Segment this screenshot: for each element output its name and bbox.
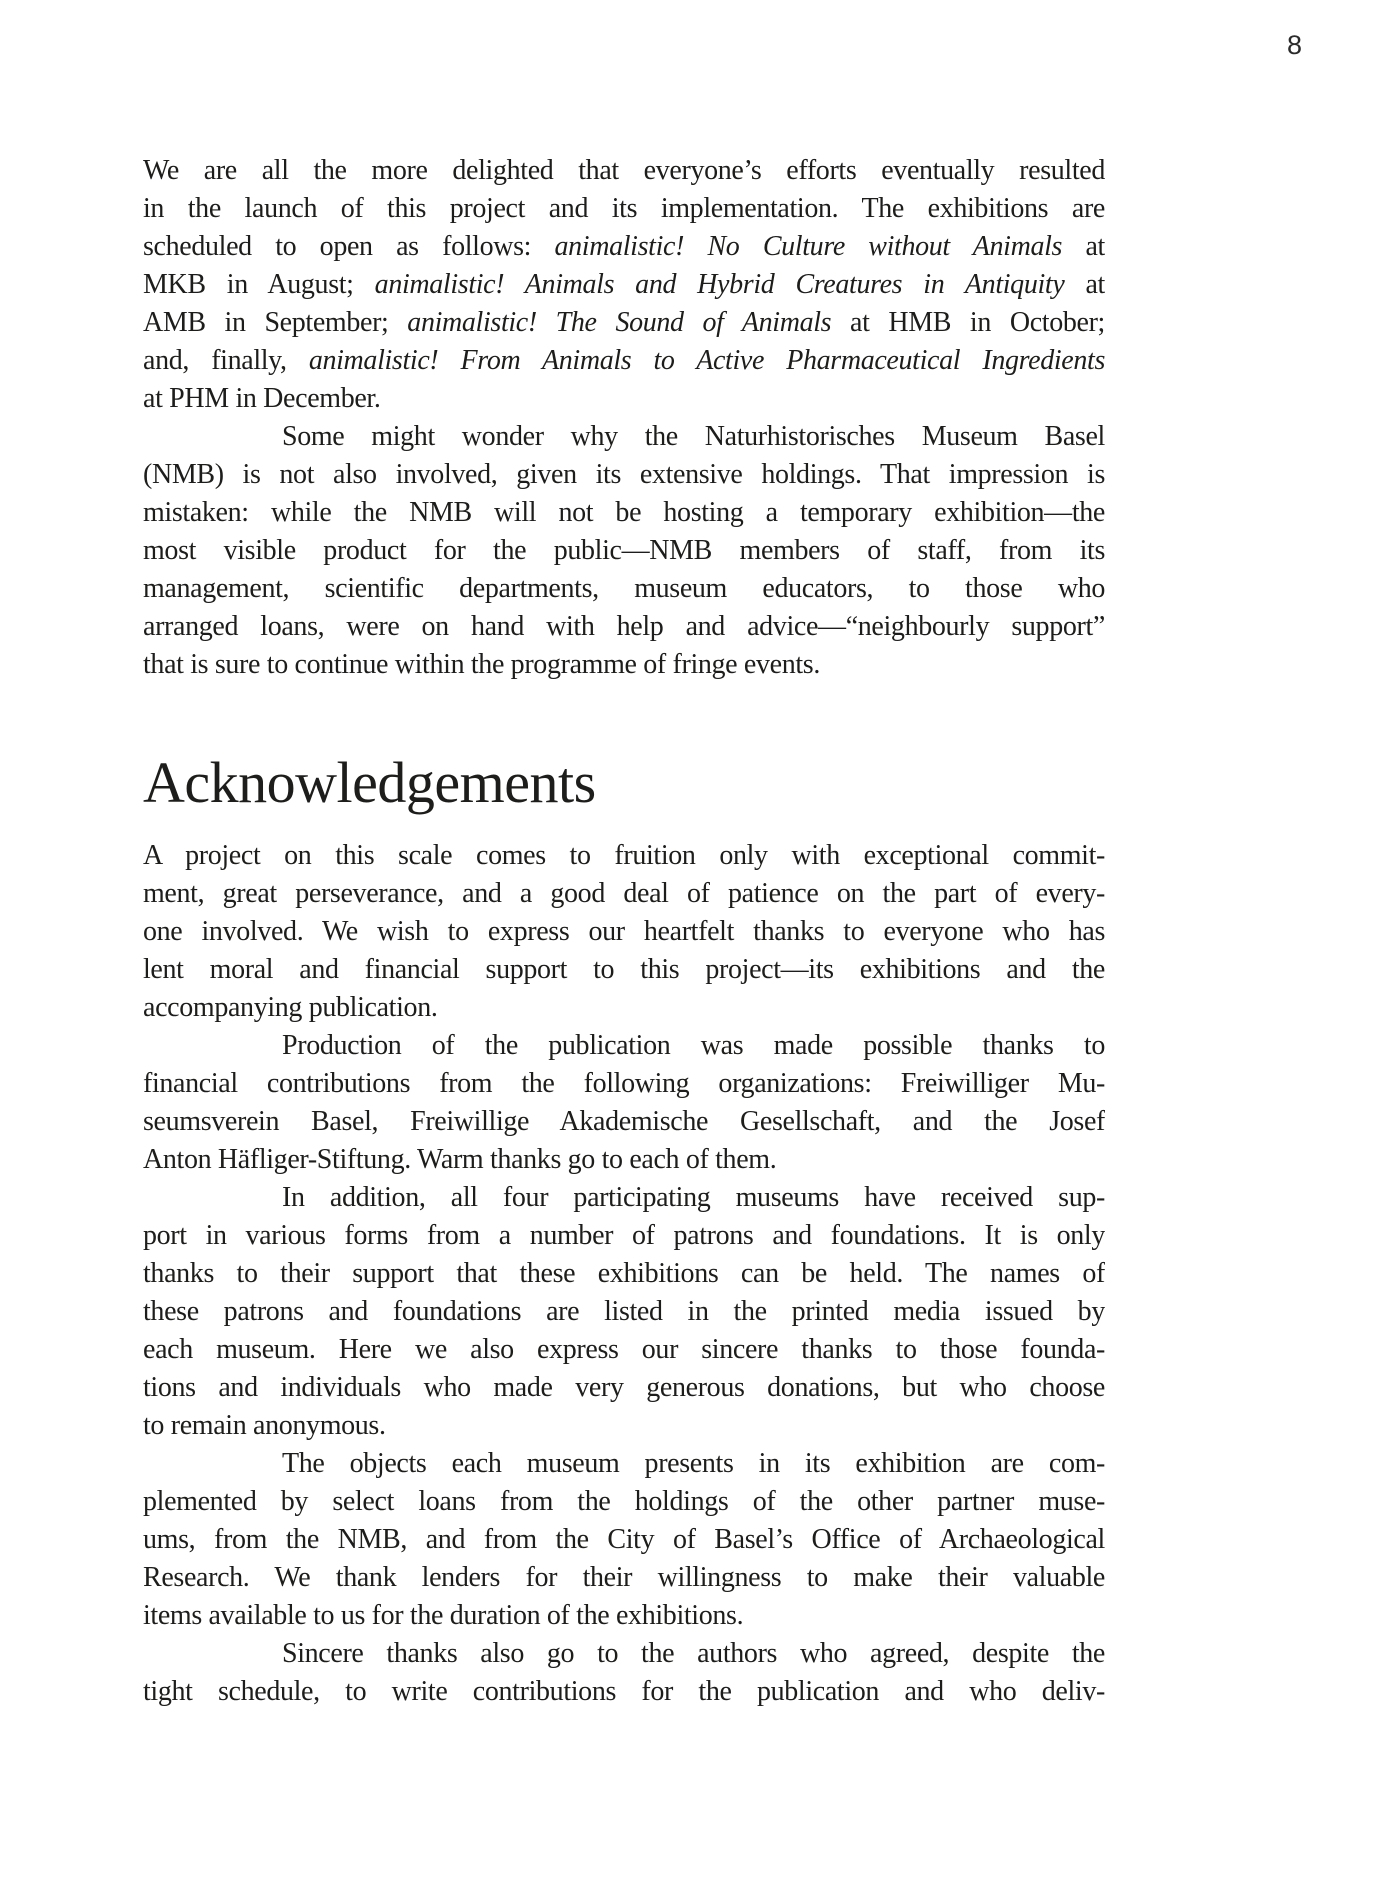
text-line	[143, 951, 1105, 989]
text-segment: most visible product for the public—NMB members of staff, from its	[143, 535, 1105, 566]
text-segment: management, scientific departments, museum educators, to those who	[143, 573, 1105, 604]
text-line	[143, 570, 1105, 608]
text-line	[143, 190, 1105, 228]
text-line	[143, 266, 1105, 304]
text-segment: seumsverein Basel, Freiwillige Akademische Gesellschaft, and the Josef	[143, 1106, 1105, 1137]
text-segment: at	[1062, 231, 1105, 262]
text-segment: In addition, all four participating museums have received sup-	[282, 1182, 1105, 1213]
text-segment: plemented by select loans from the holdings of the other partner muse-	[143, 1486, 1105, 1517]
text-segment: Anton Häfliger-Stiftung. Warm thanks go to each of them.	[143, 1144, 777, 1175]
text-segment: Sincere thanks also go to the authors who agreed, despite the	[282, 1638, 1105, 1669]
body-paragraphs	[143, 152, 1105, 1711]
text-line	[143, 1521, 1105, 1559]
text-line	[143, 1179, 1105, 1217]
text-segment: at	[1064, 269, 1105, 300]
text-line	[143, 456, 1105, 494]
text-segment: lent moral and financial support to this project—its exhibitions and the	[143, 954, 1105, 985]
text-line	[143, 608, 1105, 646]
text-line	[143, 1369, 1105, 1407]
text-line	[143, 1407, 1105, 1445]
text-line	[143, 837, 1105, 875]
text-segment: We are all the more delighted that everyone’s efforts eventually resulted	[143, 155, 1105, 186]
text-segment: Some might wonder why the Naturhistorisches Museum Basel	[282, 421, 1105, 452]
text-segment: tight schedule, to write contributions for the publication and who deliv-	[143, 1676, 1105, 1707]
text-segment: thanks to their support that these exhibitions can be held. The names of	[143, 1258, 1105, 1289]
italic-text-segment: animalistic! From Animals to Active Pharmaceutical Ingredients	[308, 345, 1105, 376]
text-line	[143, 1065, 1105, 1103]
text-segment: financial contributions from the following organizations: Freiwilliger Mu-	[143, 1068, 1105, 1099]
italic-text-segment: animalistic! The Sound of Animals	[407, 307, 832, 338]
text-line	[143, 494, 1105, 532]
text-line	[143, 1483, 1105, 1521]
text-segment: at PHM in December.	[143, 383, 381, 414]
text-line	[143, 1103, 1105, 1141]
text-segment: Production of the publication was made possible thanks to	[282, 1030, 1105, 1061]
text-line	[143, 1217, 1105, 1255]
text-segment: in the launch of this project and its implementation. The exhibitions are	[143, 193, 1105, 224]
text-line	[143, 1255, 1105, 1293]
text-segment: accompanying publication.	[143, 992, 438, 1023]
text-line	[143, 1559, 1105, 1597]
text-line	[143, 228, 1105, 266]
text-segment: these patrons and foundations are listed in the printed media issued by	[143, 1296, 1105, 1327]
text-segment: port in various forms from a number of patrons and foundations. It is only	[143, 1220, 1105, 1251]
text-segment: ment, great perseverance, and a good deal of patience on the part of every-	[143, 878, 1105, 909]
text-line	[143, 1597, 1105, 1635]
text-segment: ums, from the NMB, and from the City of Basel’s Office of Archaeological	[143, 1524, 1105, 1555]
text-segment: (NMB) is not also involved, given its extensive holdings. That impression is	[143, 459, 1105, 490]
text-segment: MKB in August;	[143, 269, 375, 300]
page-number: 8	[1286, 30, 1302, 60]
text-line	[143, 1141, 1105, 1179]
text-line	[143, 875, 1105, 913]
text-segment: scheduled to open as follows:	[143, 231, 555, 262]
text-column	[143, 152, 1105, 1711]
text-segment: Research. We thank lenders for their willingness to make their valuable	[143, 1562, 1105, 1593]
text-line	[143, 342, 1105, 380]
text-segment: and, finally,	[143, 345, 309, 376]
text-line	[143, 418, 1105, 456]
text-segment: at HMB in October;	[831, 307, 1105, 338]
text-segment: one involved. We wish to express our heartfelt thanks to everyone who has	[143, 916, 1105, 947]
italic-text-segment: animalistic! No Culture without Animals	[554, 231, 1063, 262]
text-line	[143, 380, 1105, 418]
text-segment: to remain anonymous.	[143, 1410, 386, 1441]
text-line	[143, 1331, 1105, 1369]
text-segment: that is sure to continue within the programme of fringe events.	[143, 649, 820, 680]
text-line	[143, 152, 1105, 190]
text-line	[143, 989, 1105, 1027]
text-line	[143, 532, 1105, 570]
text-line	[143, 913, 1105, 951]
text-segment: tions and individuals who made very generous donations, but who choose	[143, 1372, 1105, 1403]
text-line	[143, 1445, 1105, 1483]
text-segment: A project on this scale comes to fruition only with exceptional commit-	[143, 840, 1105, 871]
text-segment: each museum. Here we also express our sincere thanks to those founda-	[143, 1334, 1105, 1365]
text-segment: The objects each museum presents in its exhibition are com-	[282, 1448, 1105, 1479]
text-segment: mistaken: while the NMB will not be hosting a temporary exhibition—the	[143, 497, 1105, 528]
italic-text-segment: animalistic! Animals and Hybrid Creatures in Antiquity	[374, 269, 1065, 300]
text-line	[143, 1635, 1105, 1673]
text-segment: items available to us for the duration of the exhibitions.	[143, 1600, 744, 1631]
section-heading: Acknowledgements	[143, 750, 596, 815]
text-segment: arranged loans, were on hand with help and advice—“neighbourly support”	[143, 611, 1105, 642]
text-segment: AMB in September;	[143, 307, 408, 338]
text-line	[143, 1027, 1105, 1065]
text-line	[143, 646, 1105, 684]
text-line	[143, 1673, 1105, 1711]
text-line	[143, 1293, 1105, 1331]
text-line	[143, 304, 1105, 342]
